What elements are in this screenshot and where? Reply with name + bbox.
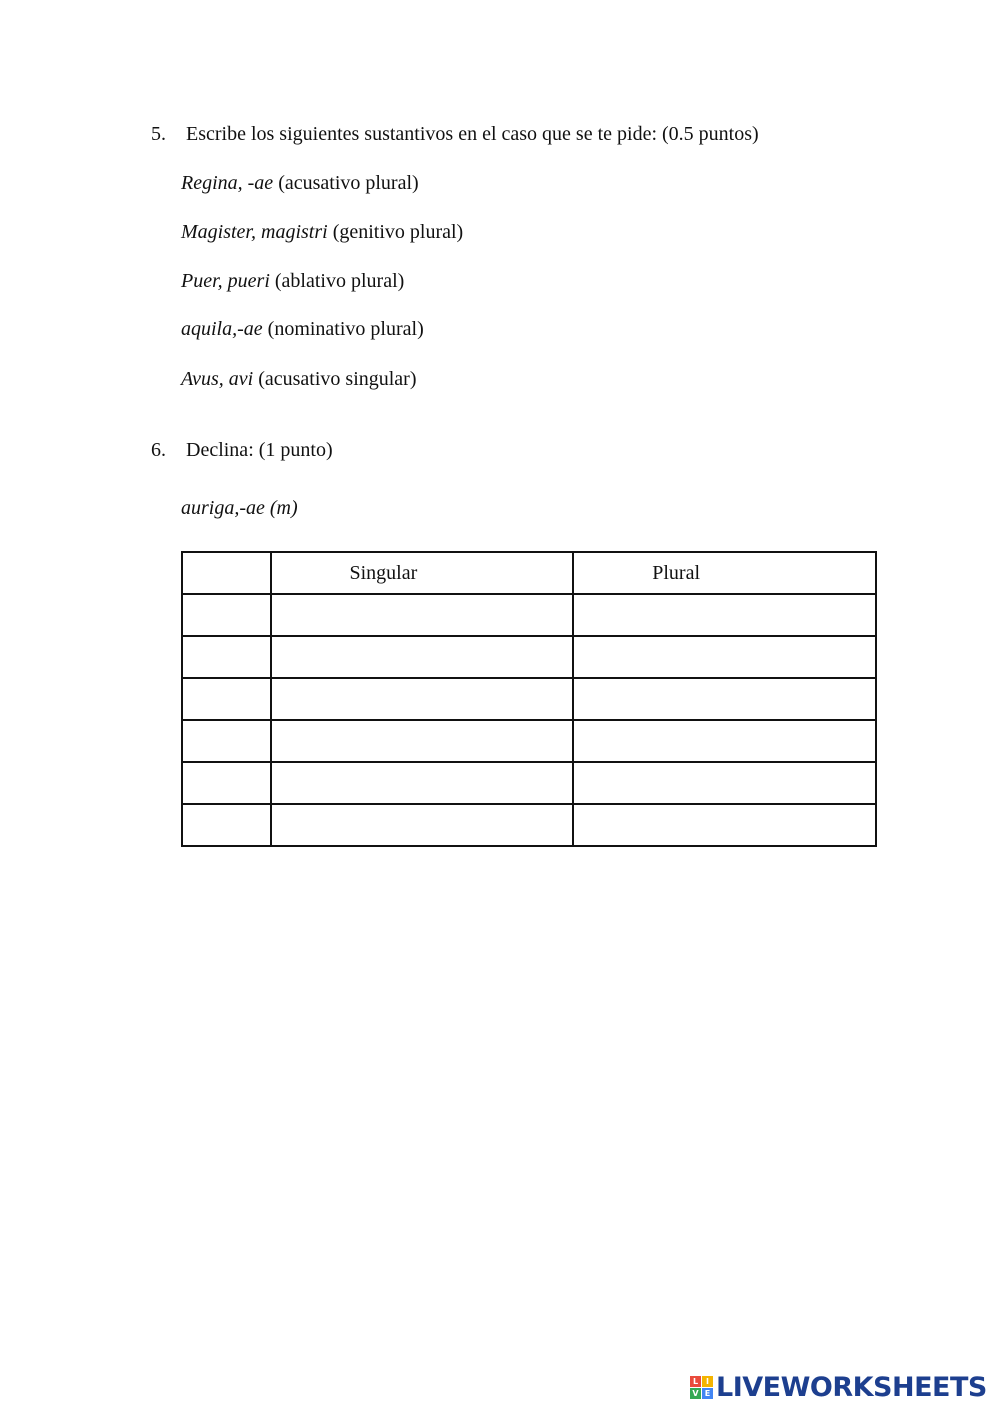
plural-answer-cell[interactable]	[573, 594, 876, 636]
noun-word: Puer, pueri	[181, 270, 270, 292]
noun-word: Regina, -ae	[181, 172, 274, 194]
noun-case: (genitivo plural)	[327, 221, 464, 243]
table-row	[182, 720, 876, 762]
question-5-text: Escribe los siguientes sustantivos en el caso que se te pide: (0.5 puntos)	[186, 123, 759, 145]
singular-answer-cell[interactable]	[271, 594, 574, 636]
singular-answer-cell[interactable]	[271, 678, 574, 720]
noun-item-3	[181, 269, 404, 293]
noun-case: (nominativo plural)	[262, 318, 424, 340]
table-row	[182, 762, 876, 804]
case-cell[interactable]	[182, 594, 271, 636]
declension-table	[181, 551, 877, 847]
brand-name: LIVEWORKSHEETS	[716, 1371, 987, 1403]
case-cell[interactable]	[182, 762, 271, 804]
question-5	[151, 122, 759, 146]
noun-item-4	[181, 317, 424, 341]
live-logo-icon	[690, 1376, 713, 1399]
noun-case: (acusativo singular)	[253, 368, 417, 390]
singular-answer-cell[interactable]	[271, 762, 574, 804]
noun-item-1	[181, 171, 419, 195]
plural-answer-cell[interactable]	[573, 678, 876, 720]
noun-item-2	[181, 220, 463, 244]
table-header-row	[182, 552, 876, 594]
plural-answer-cell[interactable]	[573, 804, 876, 846]
plural-answer-cell[interactable]	[573, 720, 876, 762]
declension-word-text: auriga,-ae (m)	[181, 497, 298, 519]
noun-case: (ablativo plural)	[269, 270, 405, 292]
logo-letter: E	[702, 1388, 713, 1399]
question-6-number: 6.	[151, 439, 166, 461]
noun-word: Magister, magistri	[181, 221, 328, 243]
header-case	[182, 552, 271, 594]
noun-word: Avus, avi	[181, 368, 254, 390]
plural-answer-cell[interactable]	[573, 762, 876, 804]
logo-letter: V	[690, 1388, 701, 1399]
question-5-number: 5.	[151, 123, 166, 145]
noun-case: (acusativo plural)	[273, 172, 419, 194]
case-cell[interactable]	[182, 804, 271, 846]
case-cell[interactable]	[182, 720, 271, 762]
header-singular: Singular	[271, 552, 574, 594]
noun-item-5	[181, 367, 417, 391]
logo-letter: L	[690, 1376, 701, 1387]
plural-answer-cell[interactable]	[573, 636, 876, 678]
table-row	[182, 594, 876, 636]
declension-word	[181, 496, 298, 520]
table-row	[182, 804, 876, 846]
header-plural: Plural	[573, 552, 876, 594]
singular-answer-cell[interactable]	[271, 720, 574, 762]
case-cell[interactable]	[182, 678, 271, 720]
question-6-text: Declina: (1 punto)	[186, 439, 333, 461]
case-cell[interactable]	[182, 636, 271, 678]
question-6	[151, 438, 333, 462]
logo-letter: I	[702, 1376, 713, 1387]
noun-word: aquila,-ae	[181, 318, 263, 340]
table-row	[182, 678, 876, 720]
liveworksheets-logo[interactable]	[690, 1372, 987, 1402]
singular-answer-cell[interactable]	[271, 804, 574, 846]
table-row	[182, 636, 876, 678]
singular-answer-cell[interactable]	[271, 636, 574, 678]
